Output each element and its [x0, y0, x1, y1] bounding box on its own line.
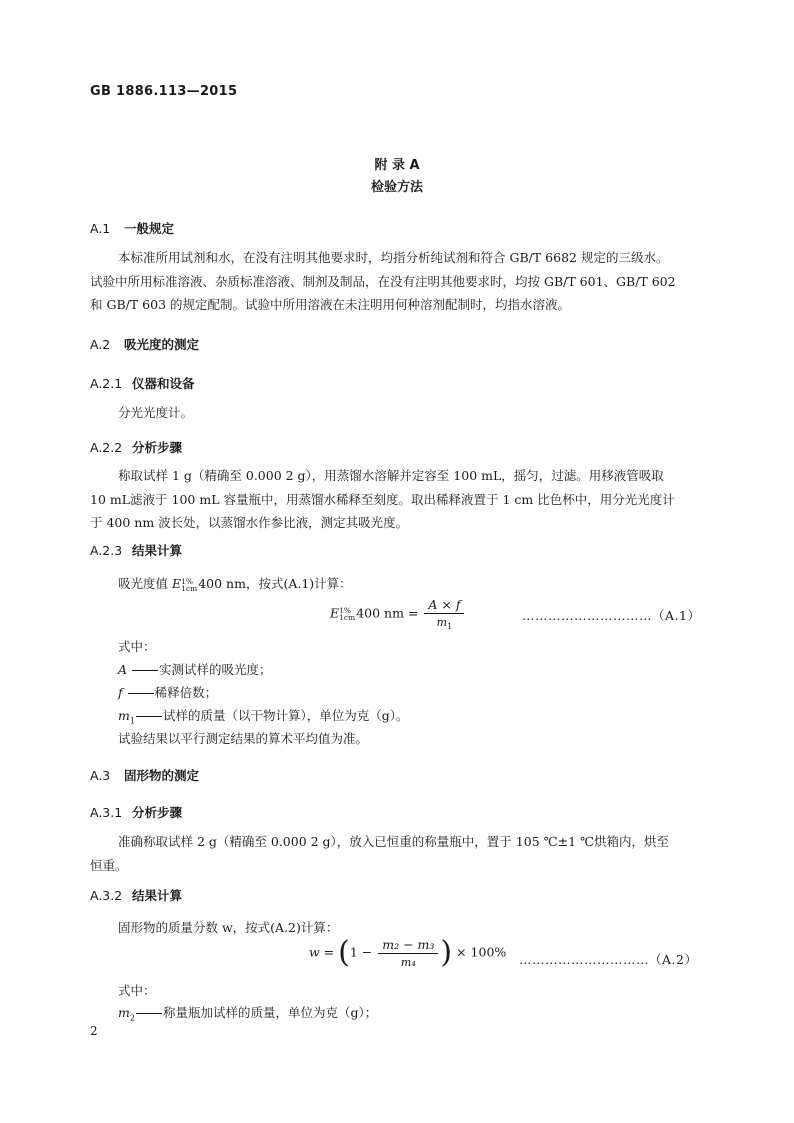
- dash-separator: [128, 693, 154, 694]
- section-a22-paragraph: [90, 464, 706, 535]
- variable-description: 稀释倍数；: [154, 685, 218, 700]
- section-title: 吸光度的测定: [124, 337, 200, 352]
- variable-symbol: f: [118, 685, 123, 700]
- e-scripts: [339, 607, 355, 621]
- section-number: A.2.2: [90, 440, 123, 455]
- section-number: A.1: [90, 221, 111, 236]
- page-number: 2: [90, 1024, 98, 1038]
- section-a3-heading: [90, 766, 199, 784]
- paragraph-line: 准确称取试样 2 g（精确至 0.000 2 g），放入已恒重的称量瓶中，置于 105 ℃±1 ℃烘箱内，烘至: [118, 834, 669, 849]
- variable-description: 实测试样的吸光度；: [159, 662, 272, 677]
- appendix-subtitle: 检验方法: [370, 180, 423, 195]
- variable-description: 试样的质量（以干物计算），单位为克（g）。: [162, 708, 409, 723]
- variable-subscript: 2: [129, 1013, 135, 1023]
- variable-def-f: [118, 683, 217, 701]
- e-superscript: 1%: [181, 576, 194, 586]
- formula-lhs: 400 nm =: [356, 605, 419, 621]
- variable-symbol: A: [118, 662, 128, 677]
- dash-separator: [136, 716, 162, 717]
- formula-a2: [309, 937, 506, 969]
- standard-code-header: GB 1886.113—2015: [90, 84, 238, 99]
- where-label: 式中：: [118, 983, 156, 998]
- paragraph-line: 于 400 nm 波长处，以蒸馏水作参比液，测定其吸光度。: [90, 515, 409, 530]
- variable-symbol: m: [118, 1005, 130, 1020]
- section-a1-heading: [90, 219, 174, 237]
- section-number: A.2: [90, 337, 111, 352]
- variable-subscript: 1: [129, 716, 135, 726]
- intro-text: 400 nm，按式(A.1)计算：: [198, 576, 352, 591]
- variable-def-m1: [118, 706, 408, 726]
- e-scripts: [181, 578, 197, 592]
- section-title: 结果计算: [132, 543, 183, 558]
- dash-separator: [132, 670, 158, 671]
- variable-def-m2: [118, 1003, 377, 1023]
- variable-description: 称量瓶加试样的质量，单位为克（g）；: [162, 1005, 378, 1020]
- paragraph-line: 称取试样 1 g（精确至 0.000 2 g），用蒸馏水溶解并定容至 100 mL，摇匀，过滤。用移液管吸取: [118, 468, 664, 483]
- paragraph-line: 和 GB/T 603 的规定配制。试验中所用溶液在未注明用何种溶剂配制时，均指水溶液。: [90, 297, 571, 312]
- section-a31-paragraph: [90, 830, 706, 877]
- variable-def-a: [118, 660, 272, 678]
- section-a31-heading: [90, 803, 182, 821]
- e-subscript: 1cm: [339, 613, 356, 623]
- e-subscript: 1cm: [181, 583, 198, 593]
- formula-fraction: [378, 937, 438, 969]
- left-paren: (: [338, 935, 350, 970]
- e-symbol: E: [171, 576, 182, 591]
- section-number: A.3.2: [90, 888, 123, 903]
- formula-tail: × 100%: [456, 944, 507, 960]
- dash-separator: [136, 1013, 162, 1014]
- intro-text: 吸光度值: [118, 576, 172, 591]
- paragraph-line: 本标准所用试剂和水，在没有注明其他要求时，均指分析纯试剂和符合 GB/T 6682 规定的三级水。: [118, 250, 669, 265]
- paragraph-line: 10 mL滤液于 100 mL 容量瓶中，用蒸馏水稀释至刻度。取出稀释液置于 1 cm 比色杯中，用分光光度计: [90, 491, 675, 507]
- paragraph-line: 试验中所用标准溶液、杂质标准溶液、制剂及制品，在没有注明其他要求时，均按 GB/T 601、GB/T 602: [90, 273, 676, 289]
- formula-a1: [330, 597, 466, 631]
- section-a1-paragraph: [90, 246, 706, 317]
- fraction-numerator: A × f: [428, 597, 461, 612]
- section-title: 一般规定: [124, 221, 175, 236]
- e-superscript: 1%: [339, 606, 352, 616]
- formula-a1-ref: …………………………（A.1）: [522, 608, 701, 623]
- absorbance-intro: [118, 574, 352, 592]
- section-title: 分析步骤: [132, 805, 183, 820]
- section-a23-heading: [90, 541, 182, 559]
- section-number: A.2.1: [90, 376, 123, 391]
- denominator-subscript: 1: [447, 622, 453, 632]
- e-symbol: E: [330, 605, 340, 621]
- result-conclusion: 试验结果以平行测定结果的算术平均值为准。: [118, 731, 369, 746]
- section-a22-heading: [90, 438, 182, 456]
- section-a21-heading: [90, 374, 195, 392]
- fraction-denominator: [424, 613, 464, 631]
- section-number: A.3.1: [90, 805, 123, 820]
- appendix-title: 附 录 A: [374, 158, 420, 173]
- formula-a2-ref: …………………………（A.2）: [519, 952, 698, 967]
- denominator-symbol: m: [436, 616, 448, 629]
- paragraph-line: 恒重。: [90, 857, 128, 873]
- section-a32-heading: [90, 886, 182, 904]
- formula-one-minus: 1 −: [349, 944, 373, 960]
- section-number: A.2.3: [90, 543, 123, 558]
- where-label: 式中：: [118, 639, 156, 654]
- formula-fraction: [424, 597, 464, 631]
- section-title: 分析步骤: [132, 440, 183, 455]
- fraction-numerator: m₂ − m₃: [382, 937, 435, 952]
- section-a21-text: 分光光度计。: [118, 405, 194, 420]
- variable-symbol: m: [118, 708, 130, 723]
- fraction-denominator: m₄: [378, 953, 438, 969]
- section-title: 结果计算: [132, 888, 183, 903]
- section-title: 固形物的测定: [124, 768, 200, 783]
- right-paren: ): [440, 935, 453, 970]
- solids-intro: 固形物的质量分数 w，按式(A.2)计算：: [118, 920, 339, 935]
- section-number: A.3: [90, 768, 111, 783]
- section-a2-heading: [90, 335, 199, 353]
- section-title: 仪器和设备: [132, 376, 195, 391]
- formula-lhs: w =: [309, 944, 335, 960]
